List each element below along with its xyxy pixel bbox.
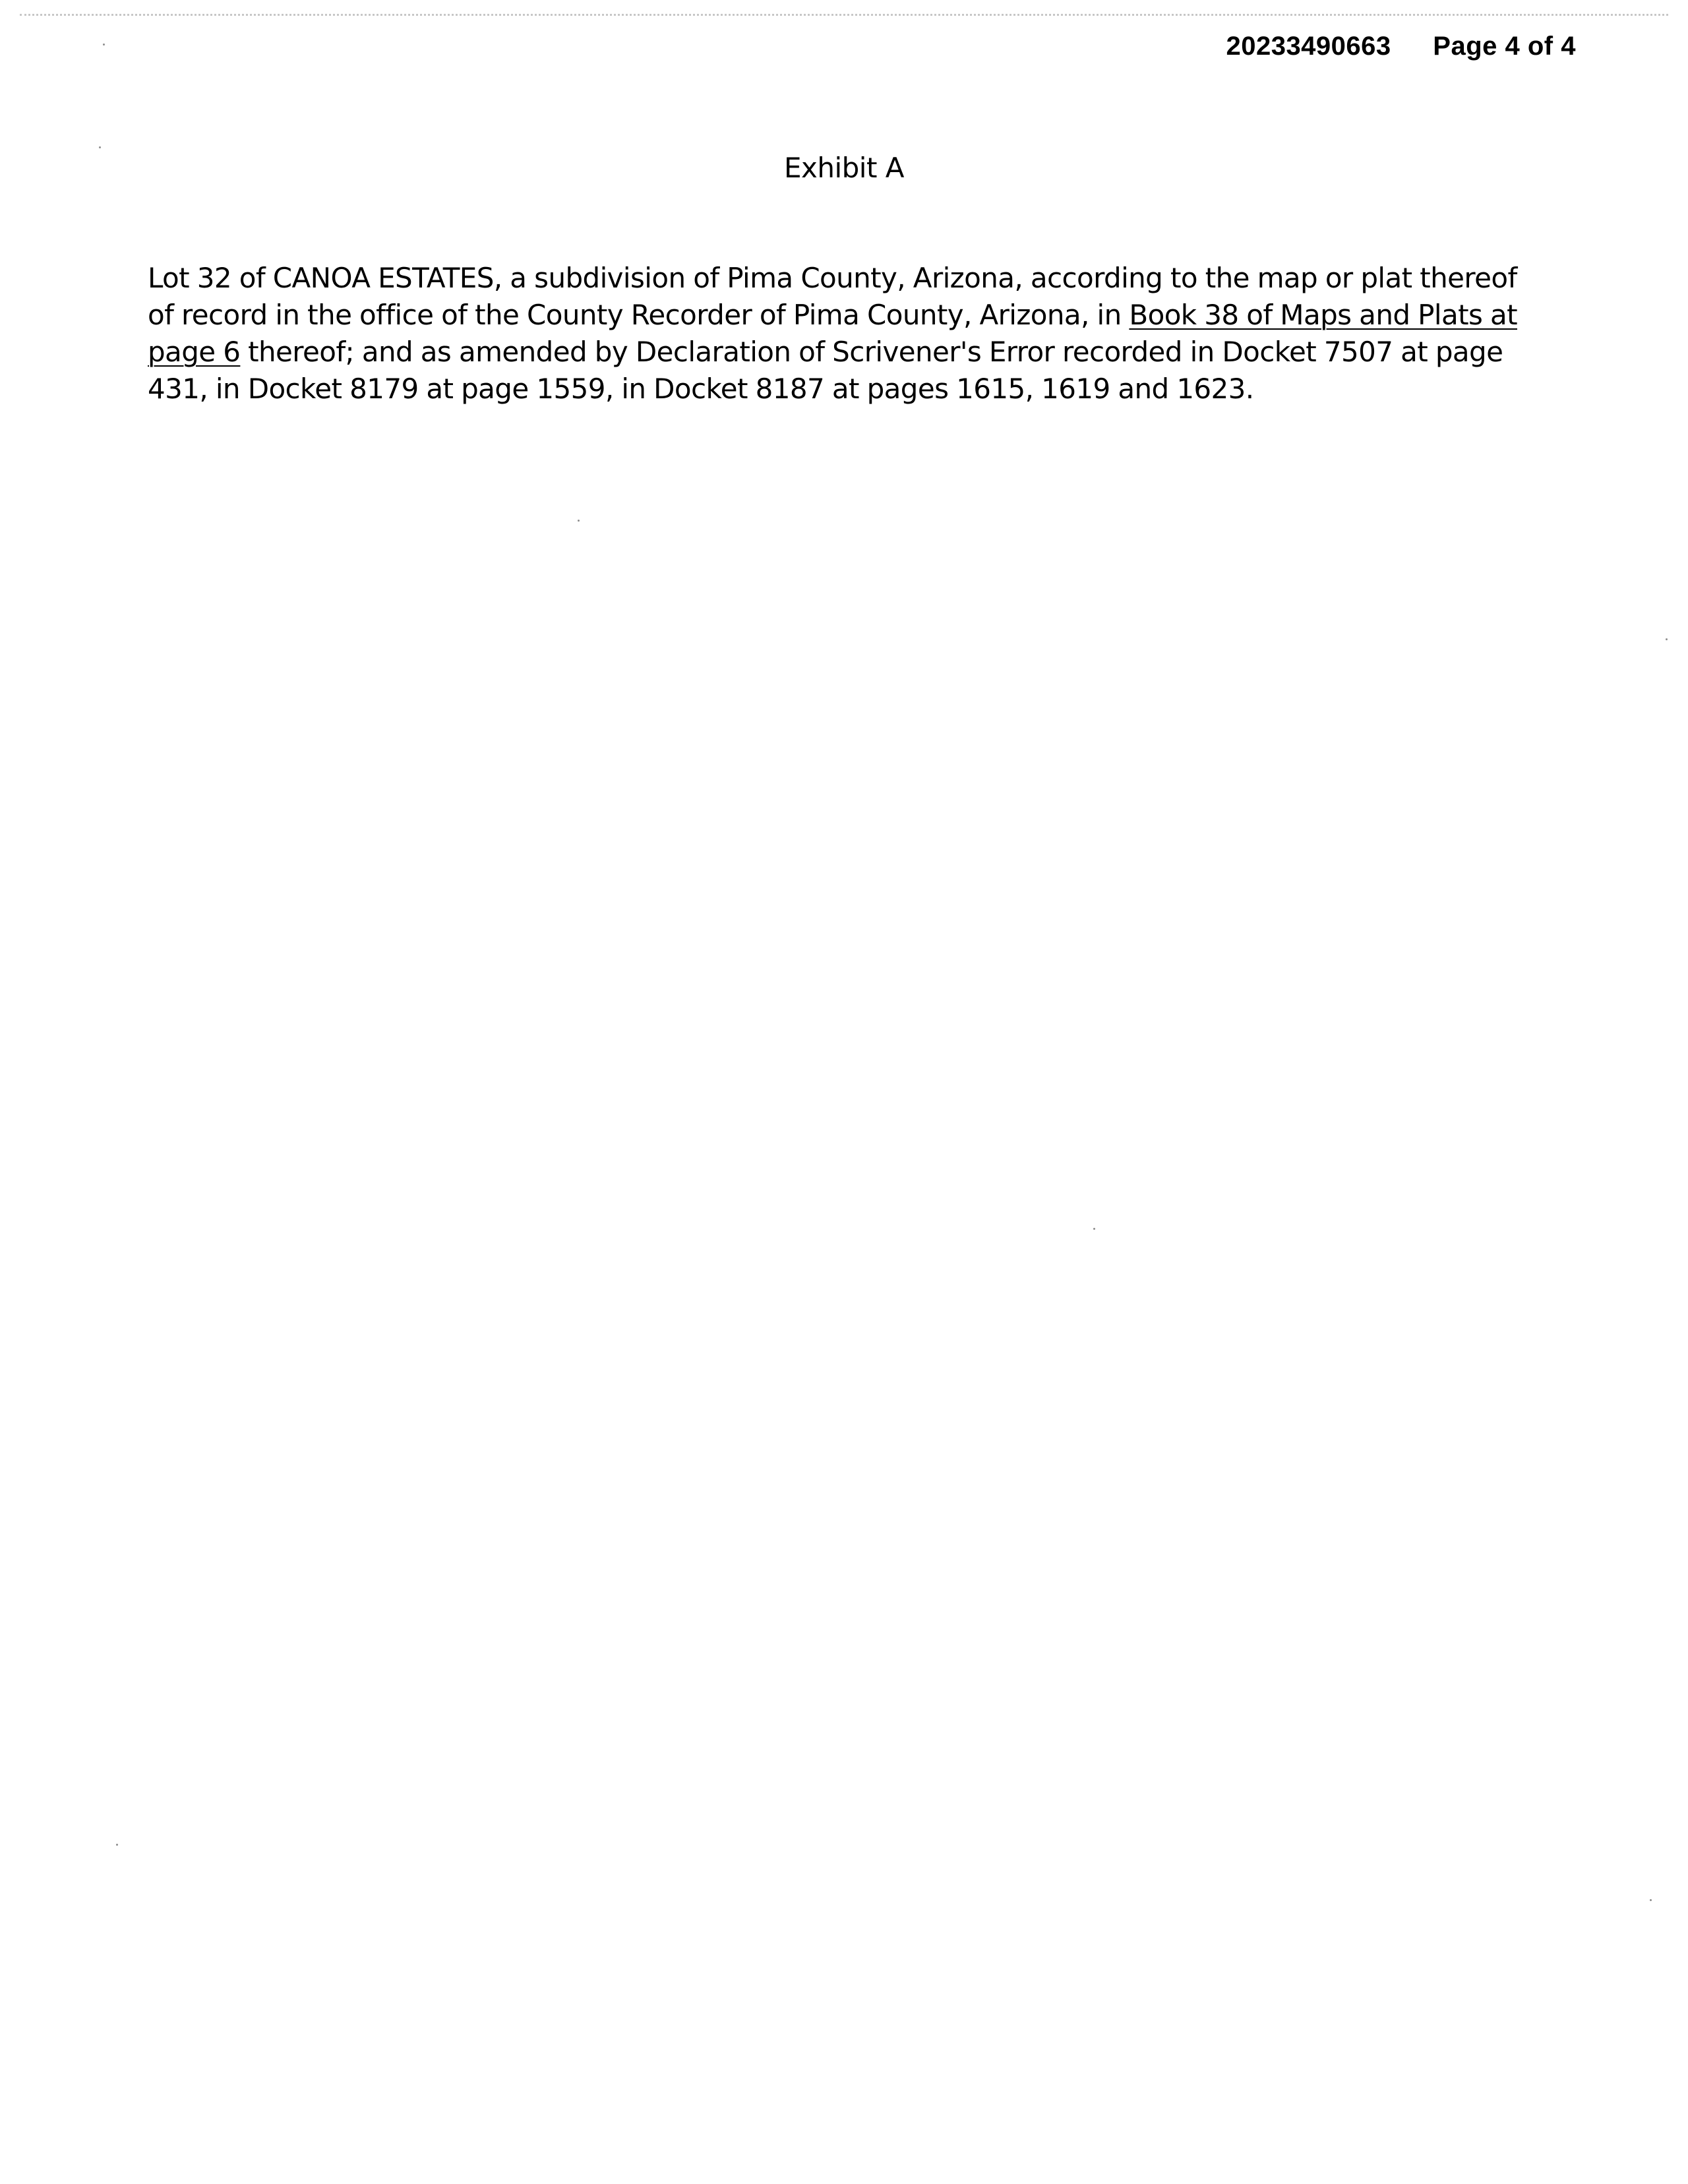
scan-speck [116,1844,118,1846]
legal-description-line: 431, in Docket 8179 at page 1559, in Docket 8187 at pages 1615, 1619 and 1623. [148,373,1254,405]
recording-header [1226,32,1576,61]
document-number: 20233490663 [1226,32,1391,61]
legal-text-segment: thereof; and as amended by Declaration of Scrivener's Error recorded in Docket 7507 at page [240,336,1503,368]
scan-speck [1650,1899,1652,1901]
scan-speck [1093,1228,1095,1230]
legal-description-line: Lot 32 of CANOA ESTATES, a subdivision of Pima County, Arizona, according to the map or plat thereof [148,262,1517,294]
plat-reference-underlined: page 6 [148,336,241,368]
legal-description-line [148,297,1539,334]
scan-speck [99,146,101,148]
legal-description [148,260,1539,408]
page-indicator: Page 4 of 4 [1433,32,1576,61]
exhibit-title: Exhibit A [783,152,905,184]
scan-speck [103,44,105,46]
legal-text-segment: of record in the office of the County Recorder of Pima County, Arizona, in [148,299,1130,331]
legal-description-line [148,334,1539,371]
plat-reference-underlined: Book 38 of Maps and Plats at [1129,299,1517,331]
scan-speck [578,520,580,522]
scan-edge-artifact [20,14,1668,16]
scan-speck [1666,638,1668,640]
